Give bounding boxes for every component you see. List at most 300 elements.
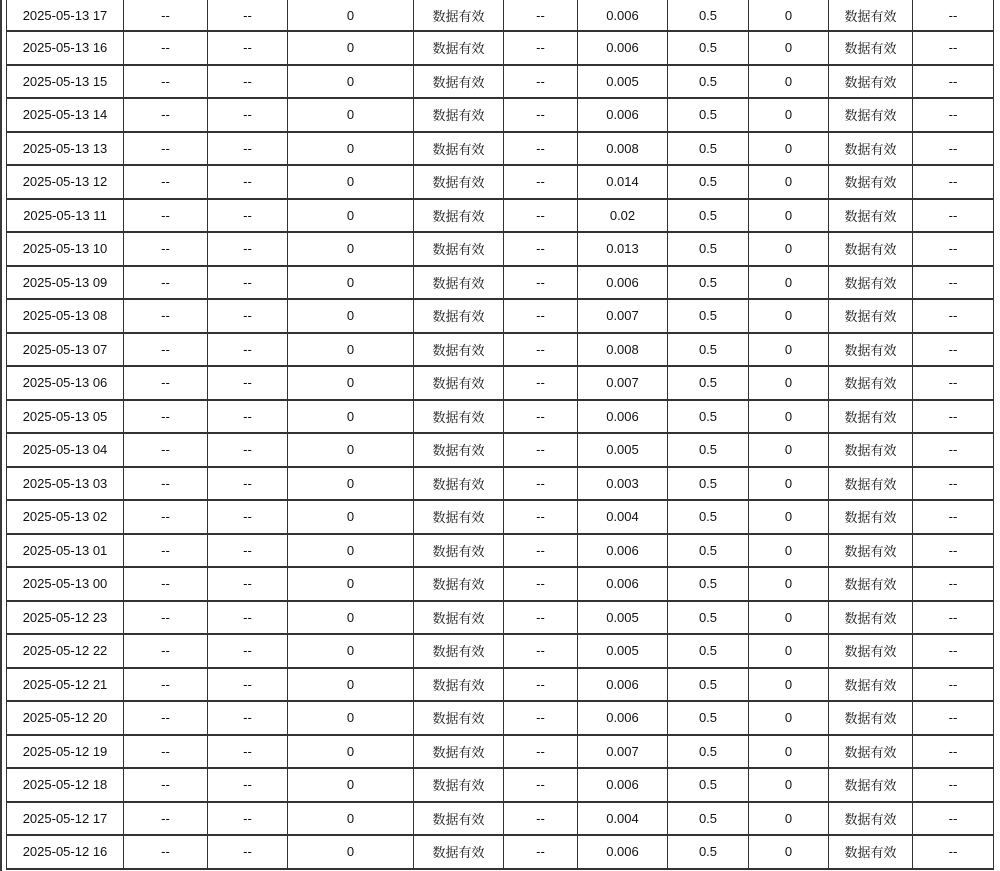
value-cell: --	[504, 567, 578, 601]
table-row	[7, 567, 994, 601]
value-cell: 0	[749, 366, 829, 400]
value-cell: 0	[749, 433, 829, 467]
status-cell: 数据有效	[414, 199, 504, 233]
status-cell: 数据有效	[414, 232, 504, 266]
table-row	[7, 199, 994, 233]
status-cell: 数据有效	[829, 802, 913, 836]
table-row	[7, 467, 994, 501]
value-cell: 0.006	[578, 534, 668, 568]
value-cell: 0.5	[668, 31, 749, 65]
value-cell: --	[913, 400, 994, 434]
value-cell: 0.008	[578, 132, 668, 166]
value-cell: --	[124, 467, 208, 501]
value-cell: --	[208, 835, 288, 869]
status-cell: 数据有效	[414, 333, 504, 367]
value-cell: 0.007	[578, 735, 668, 769]
value-cell: 0	[749, 835, 829, 869]
value-cell: --	[913, 199, 994, 233]
value-cell: --	[208, 0, 288, 31]
value-cell: --	[913, 31, 994, 65]
status-cell: 数据有效	[829, 98, 913, 132]
value-cell: --	[208, 500, 288, 534]
value-cell: 0	[288, 802, 414, 836]
value-cell: --	[913, 165, 994, 199]
table-row	[7, 366, 994, 400]
value-cell: --	[124, 132, 208, 166]
value-cell: --	[504, 500, 578, 534]
value-cell: 0.5	[668, 232, 749, 266]
value-cell: 0.5	[668, 835, 749, 869]
status-cell: 数据有效	[829, 232, 913, 266]
status-cell: 数据有效	[829, 366, 913, 400]
value-cell: --	[504, 333, 578, 367]
value-cell: 0.006	[578, 400, 668, 434]
value-cell: --	[504, 802, 578, 836]
timestamp-cell: 2025-05-12 21	[7, 668, 124, 702]
value-cell: --	[208, 668, 288, 702]
value-cell: --	[913, 232, 994, 266]
status-cell: 数据有效	[829, 299, 913, 333]
status-cell: 数据有效	[829, 165, 913, 199]
value-cell: 0	[288, 634, 414, 668]
timestamp-cell: 2025-05-13 04	[7, 433, 124, 467]
status-cell: 数据有效	[414, 567, 504, 601]
status-cell: 数据有效	[829, 835, 913, 869]
value-cell: --	[124, 98, 208, 132]
value-cell: --	[124, 768, 208, 802]
value-cell: --	[913, 467, 994, 501]
value-cell: 0	[288, 65, 414, 99]
value-cell: --	[124, 333, 208, 367]
value-cell: --	[124, 232, 208, 266]
table-row	[7, 534, 994, 568]
timestamp-cell: 2025-05-13 13	[7, 132, 124, 166]
value-cell: 0.5	[668, 333, 749, 367]
value-cell: --	[913, 802, 994, 836]
value-cell: --	[208, 735, 288, 769]
value-cell: --	[504, 433, 578, 467]
value-cell: --	[124, 668, 208, 702]
value-cell: --	[208, 65, 288, 99]
value-cell: --	[504, 668, 578, 702]
table-row	[7, 634, 994, 668]
timestamp-cell: 2025-05-13 00	[7, 567, 124, 601]
value-cell: --	[208, 199, 288, 233]
value-cell: --	[913, 132, 994, 166]
value-cell: 0	[749, 500, 829, 534]
value-cell: --	[124, 65, 208, 99]
status-cell: 数据有效	[829, 65, 913, 99]
value-cell: 0.5	[668, 768, 749, 802]
value-cell: --	[913, 668, 994, 702]
status-cell: 数据有效	[829, 333, 913, 367]
status-cell: 数据有效	[414, 65, 504, 99]
timestamp-cell: 2025-05-13 05	[7, 400, 124, 434]
value-cell: 0.004	[578, 500, 668, 534]
timestamp-cell: 2025-05-13 14	[7, 98, 124, 132]
value-cell: --	[913, 299, 994, 333]
table-row	[7, 768, 994, 802]
value-cell: 0	[288, 467, 414, 501]
table-row	[7, 400, 994, 434]
value-cell: --	[208, 567, 288, 601]
timestamp-cell: 2025-05-12 17	[7, 802, 124, 836]
table-row	[7, 65, 994, 99]
value-cell: --	[913, 534, 994, 568]
value-cell: --	[504, 534, 578, 568]
value-cell: 0	[288, 433, 414, 467]
value-cell: 0	[288, 601, 414, 635]
value-cell: --	[504, 735, 578, 769]
value-cell: --	[124, 199, 208, 233]
value-cell: --	[208, 132, 288, 166]
status-cell: 数据有效	[829, 701, 913, 735]
table-row	[7, 500, 994, 534]
status-cell: 数据有效	[829, 467, 913, 501]
status-cell: 数据有效	[414, 768, 504, 802]
status-cell: 数据有效	[414, 433, 504, 467]
status-cell: 数据有效	[829, 132, 913, 166]
value-cell: --	[208, 534, 288, 568]
value-cell: --	[913, 768, 994, 802]
value-cell: 0	[749, 467, 829, 501]
value-cell: 0.5	[668, 199, 749, 233]
status-cell: 数据有效	[414, 500, 504, 534]
status-cell: 数据有效	[829, 500, 913, 534]
value-cell: 0	[288, 500, 414, 534]
value-cell: 0.5	[668, 534, 749, 568]
status-cell: 数据有效	[829, 31, 913, 65]
value-cell: 0	[749, 266, 829, 300]
value-cell: --	[124, 701, 208, 735]
value-cell: --	[124, 835, 208, 869]
value-cell: 0.5	[668, 400, 749, 434]
hourly-data-table	[6, 0, 994, 870]
table-row	[7, 299, 994, 333]
value-cell: --	[504, 634, 578, 668]
timestamp-cell: 2025-05-12 23	[7, 601, 124, 635]
status-cell: 数据有效	[414, 366, 504, 400]
table-row	[7, 333, 994, 367]
status-cell: 数据有效	[414, 0, 504, 31]
table-row	[7, 232, 994, 266]
value-cell: --	[504, 366, 578, 400]
value-cell: --	[124, 299, 208, 333]
value-cell: --	[504, 31, 578, 65]
value-cell: --	[124, 500, 208, 534]
timestamp-cell: 2025-05-12 18	[7, 768, 124, 802]
value-cell: 0	[749, 400, 829, 434]
timestamp-cell: 2025-05-13 07	[7, 333, 124, 367]
timestamp-cell: 2025-05-13 12	[7, 165, 124, 199]
status-cell: 数据有效	[829, 601, 913, 635]
value-cell: 0	[288, 132, 414, 166]
timestamp-cell: 2025-05-13 08	[7, 299, 124, 333]
value-cell: --	[124, 802, 208, 836]
value-cell: 0.007	[578, 366, 668, 400]
value-cell: 0	[749, 534, 829, 568]
value-cell: --	[208, 299, 288, 333]
value-cell: 0	[288, 299, 414, 333]
value-cell: 0	[288, 0, 414, 31]
timestamp-cell: 2025-05-13 03	[7, 467, 124, 501]
value-cell: --	[913, 433, 994, 467]
value-cell: 0.006	[578, 701, 668, 735]
value-cell: --	[124, 433, 208, 467]
value-cell: --	[504, 199, 578, 233]
value-cell: 0	[749, 199, 829, 233]
value-cell: 0	[749, 65, 829, 99]
table-row	[7, 433, 994, 467]
value-cell: --	[504, 835, 578, 869]
value-cell: 0	[749, 232, 829, 266]
status-cell: 数据有效	[414, 400, 504, 434]
value-cell: --	[208, 232, 288, 266]
value-cell: --	[504, 98, 578, 132]
value-cell: --	[124, 601, 208, 635]
table-row	[7, 735, 994, 769]
status-cell: 数据有效	[414, 802, 504, 836]
status-cell: 数据有效	[414, 165, 504, 199]
value-cell: --	[913, 567, 994, 601]
value-cell: --	[124, 567, 208, 601]
value-cell: --	[208, 400, 288, 434]
value-cell: 0.5	[668, 634, 749, 668]
timestamp-cell: 2025-05-12 19	[7, 735, 124, 769]
status-cell: 数据有效	[414, 98, 504, 132]
value-cell: 0.006	[578, 668, 668, 702]
table-row	[7, 601, 994, 635]
value-cell: 0	[288, 400, 414, 434]
value-cell: --	[504, 232, 578, 266]
value-cell: --	[208, 333, 288, 367]
timestamp-cell: 2025-05-13 02	[7, 500, 124, 534]
value-cell: --	[124, 735, 208, 769]
value-cell: --	[124, 0, 208, 31]
value-cell: --	[913, 634, 994, 668]
value-cell: 0	[288, 768, 414, 802]
value-cell: --	[208, 366, 288, 400]
status-cell: 数据有效	[829, 199, 913, 233]
value-cell: --	[124, 165, 208, 199]
timestamp-cell: 2025-05-13 01	[7, 534, 124, 568]
status-cell: 数据有效	[414, 835, 504, 869]
value-cell: --	[913, 0, 994, 31]
value-cell: 0.013	[578, 232, 668, 266]
value-cell: 0	[749, 735, 829, 769]
table-row	[7, 701, 994, 735]
value-cell: 0.005	[578, 601, 668, 635]
status-cell: 数据有效	[829, 266, 913, 300]
timestamp-cell: 2025-05-12 16	[7, 835, 124, 869]
value-cell: --	[504, 165, 578, 199]
value-cell: 0	[288, 232, 414, 266]
timestamp-cell: 2025-05-13 06	[7, 366, 124, 400]
status-cell: 数据有效	[829, 768, 913, 802]
value-cell: 0	[749, 333, 829, 367]
value-cell: 0	[288, 333, 414, 367]
value-cell: 0.5	[668, 668, 749, 702]
value-cell: 0.004	[578, 802, 668, 836]
value-cell: --	[504, 467, 578, 501]
value-cell: 0	[749, 601, 829, 635]
value-cell: 0.005	[578, 634, 668, 668]
table-row	[7, 802, 994, 836]
table-row	[7, 132, 994, 166]
value-cell: 0.5	[668, 802, 749, 836]
value-cell: --	[208, 768, 288, 802]
value-cell: 0.014	[578, 165, 668, 199]
value-cell: 0.5	[668, 299, 749, 333]
status-cell: 数据有效	[414, 266, 504, 300]
status-cell: 数据有效	[829, 433, 913, 467]
timestamp-cell: 2025-05-13 11	[7, 199, 124, 233]
value-cell: 0	[288, 534, 414, 568]
value-cell: 0.006	[578, 567, 668, 601]
value-cell: 0.5	[668, 165, 749, 199]
value-cell: 0.5	[668, 0, 749, 31]
value-cell: 0.006	[578, 768, 668, 802]
value-cell: --	[913, 601, 994, 635]
value-cell: 0.006	[578, 0, 668, 31]
status-cell: 数据有效	[414, 701, 504, 735]
value-cell: 0.5	[668, 701, 749, 735]
status-cell: 数据有效	[829, 634, 913, 668]
value-cell: --	[913, 735, 994, 769]
value-cell: 0.5	[668, 366, 749, 400]
value-cell: 0.02	[578, 199, 668, 233]
table-row	[7, 266, 994, 300]
value-cell: 0	[749, 299, 829, 333]
table-row	[7, 0, 994, 31]
value-cell: 0	[749, 668, 829, 702]
value-cell: 0.5	[668, 735, 749, 769]
left-edge-divider	[0, 0, 2, 871]
value-cell: 0	[288, 701, 414, 735]
status-cell: 数据有效	[414, 735, 504, 769]
value-cell: 0.003	[578, 467, 668, 501]
value-cell: --	[504, 65, 578, 99]
value-cell: 0	[749, 0, 829, 31]
value-cell: 0.006	[578, 31, 668, 65]
value-cell: 0.5	[668, 467, 749, 501]
value-cell: 0	[749, 802, 829, 836]
value-cell: --	[124, 31, 208, 65]
status-cell: 数据有效	[414, 668, 504, 702]
value-cell: --	[504, 0, 578, 31]
value-cell: 0	[288, 98, 414, 132]
status-cell: 数据有效	[829, 0, 913, 31]
status-cell: 数据有效	[829, 735, 913, 769]
value-cell: --	[504, 768, 578, 802]
timestamp-cell: 2025-05-13 15	[7, 65, 124, 99]
value-cell: --	[124, 634, 208, 668]
value-cell: --	[913, 266, 994, 300]
value-cell: 0.008	[578, 333, 668, 367]
value-cell: 0	[288, 366, 414, 400]
value-cell: --	[504, 299, 578, 333]
status-cell: 数据有效	[414, 132, 504, 166]
value-cell: 0.5	[668, 567, 749, 601]
value-cell: 0	[288, 199, 414, 233]
table-row	[7, 835, 994, 869]
value-cell: 0	[288, 31, 414, 65]
value-cell: 0	[288, 165, 414, 199]
value-cell: 0.5	[668, 132, 749, 166]
value-cell: --	[208, 98, 288, 132]
value-cell: --	[913, 835, 994, 869]
value-cell: --	[504, 601, 578, 635]
value-cell: --	[913, 366, 994, 400]
value-cell: 0.5	[668, 601, 749, 635]
value-cell: --	[208, 165, 288, 199]
status-cell: 数据有效	[414, 467, 504, 501]
value-cell: 0	[288, 835, 414, 869]
value-cell: --	[504, 701, 578, 735]
status-cell: 数据有效	[414, 634, 504, 668]
value-cell: 0	[749, 768, 829, 802]
value-cell: --	[208, 31, 288, 65]
value-cell: 0	[749, 701, 829, 735]
value-cell: --	[504, 266, 578, 300]
value-cell: 0	[749, 165, 829, 199]
value-cell: --	[208, 802, 288, 836]
value-cell: --	[124, 534, 208, 568]
value-cell: --	[208, 433, 288, 467]
status-cell: 数据有效	[829, 567, 913, 601]
value-cell: --	[913, 701, 994, 735]
status-cell: 数据有效	[829, 400, 913, 434]
value-cell: --	[124, 400, 208, 434]
value-cell: 0.006	[578, 266, 668, 300]
value-cell: 0.5	[668, 433, 749, 467]
value-cell: 0	[749, 634, 829, 668]
value-cell: 0	[288, 668, 414, 702]
value-cell: 0	[288, 735, 414, 769]
value-cell: 0.007	[578, 299, 668, 333]
value-cell: 0	[288, 567, 414, 601]
value-cell: 0	[749, 98, 829, 132]
status-cell: 数据有效	[414, 601, 504, 635]
value-cell: --	[913, 98, 994, 132]
value-cell: 0.5	[668, 500, 749, 534]
value-cell: 0.006	[578, 98, 668, 132]
value-cell: 0.006	[578, 835, 668, 869]
table-row	[7, 31, 994, 65]
value-cell: 0.005	[578, 433, 668, 467]
timestamp-cell: 2025-05-13 16	[7, 31, 124, 65]
status-cell: 数据有效	[829, 534, 913, 568]
value-cell: 0	[749, 567, 829, 601]
value-cell: 0	[288, 266, 414, 300]
timestamp-cell: 2025-05-12 22	[7, 634, 124, 668]
value-cell: --	[208, 266, 288, 300]
table-row	[7, 668, 994, 702]
value-cell: --	[208, 634, 288, 668]
timestamp-cell: 2025-05-13 17	[7, 0, 124, 31]
value-cell: --	[913, 65, 994, 99]
value-cell: --	[913, 333, 994, 367]
value-cell: --	[504, 132, 578, 166]
value-cell: 0.5	[668, 98, 749, 132]
value-cell: 0.005	[578, 65, 668, 99]
status-cell: 数据有效	[414, 534, 504, 568]
value-cell: --	[124, 266, 208, 300]
timestamp-cell: 2025-05-12 20	[7, 701, 124, 735]
value-cell: 0	[749, 31, 829, 65]
status-cell: 数据有效	[414, 299, 504, 333]
value-cell: 0.5	[668, 65, 749, 99]
